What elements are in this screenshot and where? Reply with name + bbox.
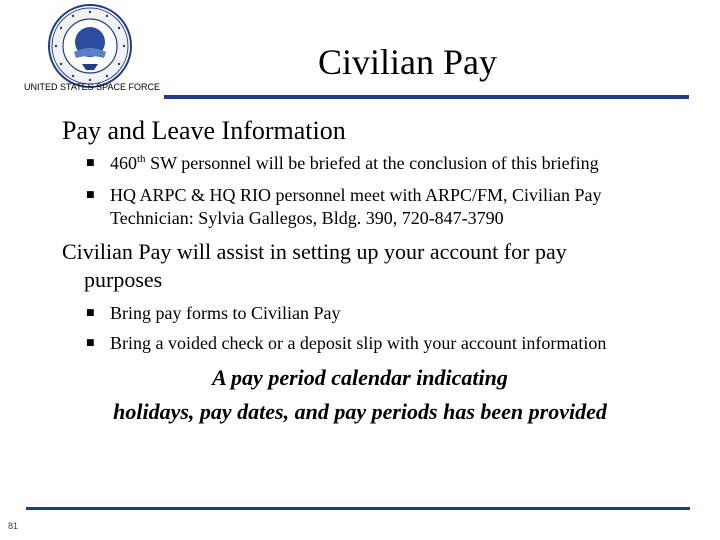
bullet-text: HQ ARPC & HQ RIO personnel meet with ARPC/FM, Civilian Pay	[110, 185, 602, 205]
section-heading-pay-leave: Pay and Leave Information	[62, 116, 346, 145]
callout-line-2: holidays, pay dates, and pay periods has been provided	[113, 399, 607, 424]
square-bullet-icon: ■	[86, 190, 95, 200]
bullet-text: Technician: Sylvia Gallegos, Bldg. 390, 720-847-3790	[110, 208, 504, 228]
organization-name: UNITED STATES SPACE FORCE	[24, 82, 161, 92]
footer-divider	[26, 507, 690, 510]
section-heading-account-setup-continued: purposes	[84, 267, 163, 292]
slide-title: Civilian Pay	[318, 42, 497, 82]
square-bullet-icon: ■	[86, 308, 95, 318]
bullet-text: Bring pay forms to Civilian Pay	[110, 303, 341, 323]
department-seal-logo	[48, 4, 132, 88]
page-number: 81	[8, 521, 19, 531]
section-heading-account-setup: Civilian Pay will assist in setting up your account for pay	[62, 239, 567, 264]
callout-line-1: A pay period calendar indicating	[212, 365, 508, 390]
bullet-text: 460th SW personnel will be briefed at the conclusion of this briefing	[110, 153, 599, 173]
square-bullet-icon: ■	[86, 158, 95, 168]
header-divider	[164, 95, 689, 99]
square-bullet-icon: ■	[86, 338, 95, 348]
bullet-text: Bring a voided check or a deposit slip with your account information	[110, 333, 607, 353]
